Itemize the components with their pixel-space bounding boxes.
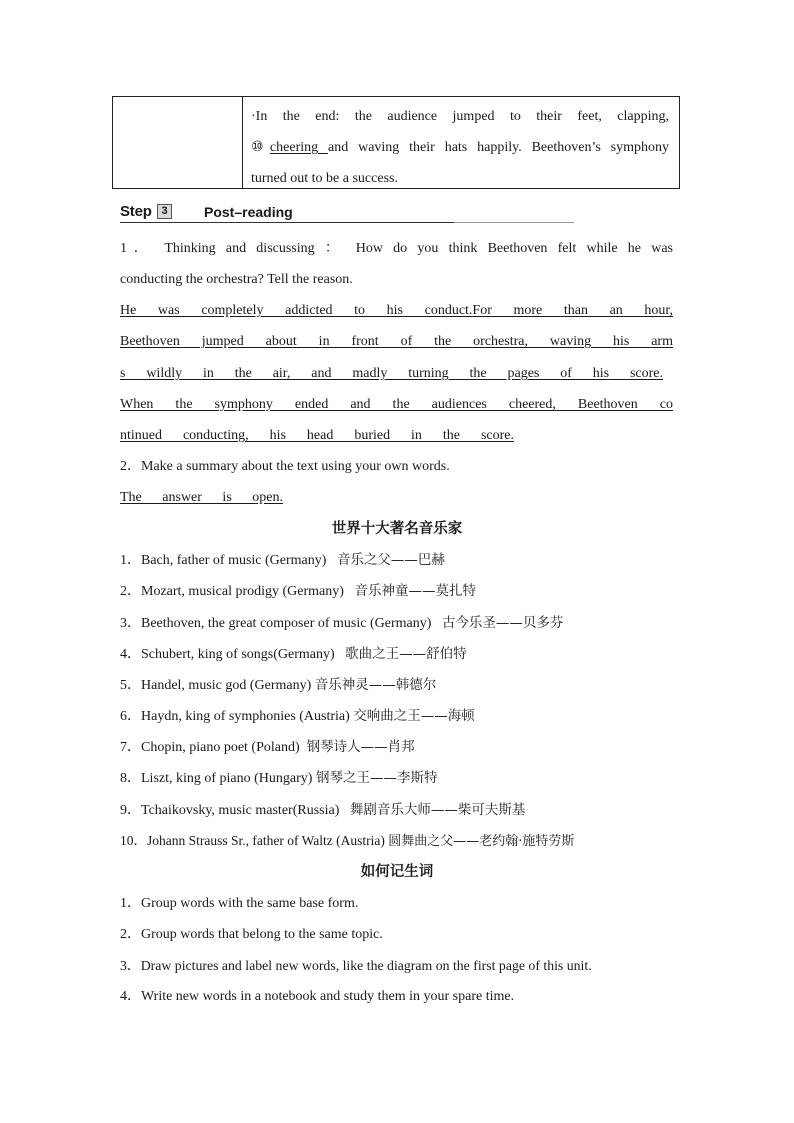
musician-item xyxy=(120,705,673,727)
answer-1-line-5: ntinued conducting, his head buried in the score. xyxy=(120,428,514,443)
answer-cheering: cheering xyxy=(269,140,328,155)
vocab-item: 2．Group words that belong to the same topic. xyxy=(120,927,383,942)
musician-cn: 古今乐圣——贝多芬 xyxy=(441,615,564,631)
musician-item xyxy=(120,580,673,602)
answer-2: The answer is open. xyxy=(120,490,283,505)
musician-item xyxy=(120,799,673,821)
musician-item xyxy=(120,612,673,634)
musician-item xyxy=(120,830,673,852)
musician-en: 2．Mozart, musical prodigy (Germany) xyxy=(120,584,344,599)
step-title: Post–reading xyxy=(204,204,293,220)
musician-cn: 圆舞曲之父——老约翰·施特劳斯 xyxy=(388,834,575,849)
musician-item xyxy=(120,643,673,665)
musician-en: 1．Bach, father of music (Germany) xyxy=(120,553,327,568)
answer-1-line-1: He was completely addicted to his conduct.For more than an hour, xyxy=(120,303,673,318)
step-word: Step xyxy=(120,203,152,220)
vocab-heading: 如何记生词 xyxy=(360,864,434,880)
step-number-badge: 3 xyxy=(157,204,172,219)
table-line-3: turned out to be a success. xyxy=(251,171,398,186)
question-1-line-2: conducting the orchestra? Tell the reason. xyxy=(120,272,353,287)
musician-item xyxy=(120,736,673,758)
musician-en: 6．Haydn, king of symphonies (Austria) xyxy=(120,709,350,724)
table-right-cell xyxy=(243,97,679,188)
musicians-heading: 世界十大著名音乐家 xyxy=(331,521,463,537)
musician-item xyxy=(120,674,673,696)
answer-1-line-4: When the symphony ended and the audiences cheered, Beethoven co xyxy=(120,397,673,412)
musician-cn: 音乐之父——巴赫 xyxy=(336,552,445,568)
vocab-item: 1．Group words with the same base form. xyxy=(120,896,359,911)
table-left-cell xyxy=(113,97,243,188)
musician-cn: 舞剧音乐大师——柴可夫斯基 xyxy=(349,802,526,818)
musician-en: 4．Schubert, king of songs(Germany) xyxy=(120,647,335,662)
table-line-2 xyxy=(251,132,669,163)
table-line-1: ·In the end: the audience jumped to their feet, clapping, xyxy=(251,109,669,124)
answer-1-line-3: s wildly in the air, and madly turning the pages of his score. xyxy=(120,366,663,381)
vocab-item: 4．Write new words in a notebook and study them in your spare time. xyxy=(120,989,515,1004)
question-1-line-1: 1． Thinking and discussing ： How do you think Beethoven felt while he was xyxy=(120,241,673,256)
musician-en: 8．Liszt, king of piano (Hungary) xyxy=(120,771,313,786)
musician-cn: 钢琴诗人——肖邦 xyxy=(306,739,415,755)
table-line-2-rest: and waving their hats happily. Beethoven’s symphony xyxy=(328,140,669,155)
circled-number: ⑩ xyxy=(251,140,270,155)
musician-cn: 钢琴之王——李斯特 xyxy=(315,770,438,786)
musician-en: 7．Chopin, piano poet (Poland) xyxy=(120,740,300,755)
musician-en: 9．Tchaikovsky, music master(Russia) xyxy=(120,803,340,818)
vocab-item: 3．Draw pictures and label new words, like the diagram on the first page of this unit. xyxy=(120,958,592,973)
musician-cn: 歌曲之王——舒伯特 xyxy=(345,646,467,662)
musician-en: 10．Johann Strauss Sr., father of Waltz (Austria) xyxy=(120,833,385,848)
musician-en: 3．Beethoven, the great composer of music (Germany) xyxy=(120,616,432,631)
musician-cn: 音乐神灵——韩德尔 xyxy=(314,677,437,693)
musician-cn: 交响曲之王——海顿 xyxy=(353,708,475,724)
question-2: 2．Make a summary about the text using your own words. xyxy=(120,459,450,474)
musician-cn: 音乐神童——莫扎特 xyxy=(354,583,476,599)
musician-item xyxy=(120,767,673,789)
answer-1-line-2: Beethoven jumped about in front of the orchestra, waving his arm xyxy=(120,334,673,349)
musician-item xyxy=(120,549,673,571)
step-underline-thin xyxy=(454,222,574,223)
story-table xyxy=(112,96,680,189)
step-header xyxy=(120,202,574,224)
musician-en: 5．Handel, music god (Germany) xyxy=(120,678,312,693)
